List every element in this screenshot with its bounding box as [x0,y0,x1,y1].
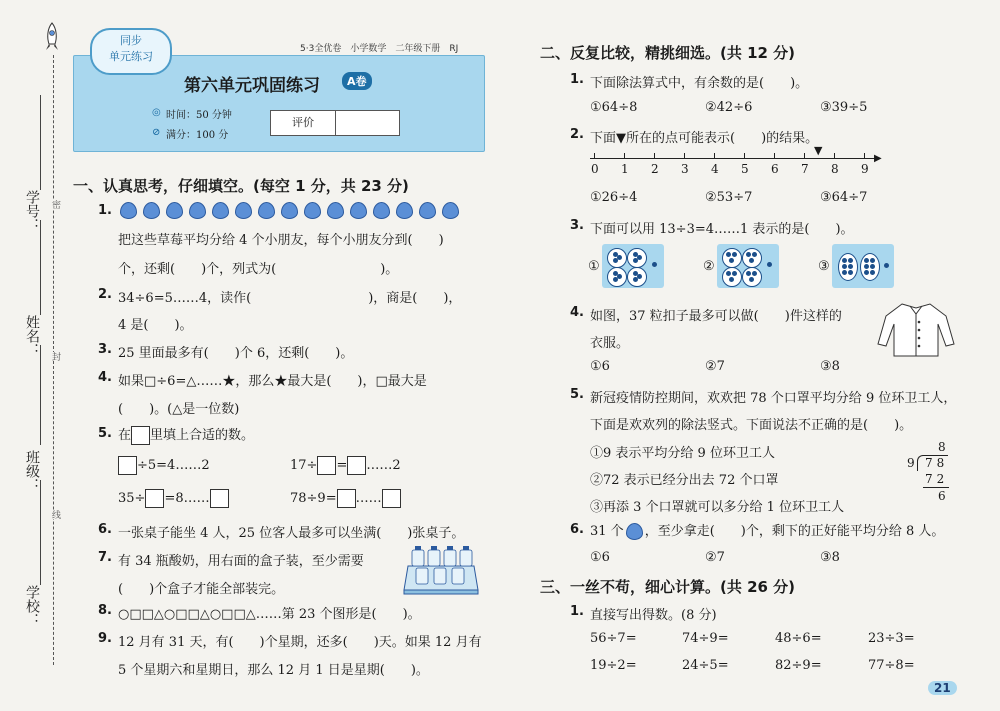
answer-box[interactable] [317,456,336,475]
s2-q6-text [590,520,944,540]
strawberry-icon [166,202,183,219]
answer-box[interactable] [118,456,137,475]
strawberry-icon [212,202,229,219]
calc-r2c3[interactable]: 82÷9= [775,658,822,673]
seal-feng: 封 [50,352,60,361]
margin-line [40,345,41,445]
badge-line1: 同步 [120,34,142,47]
dot [729,277,734,282]
q9-number: 9. [98,631,112,646]
q5-text-a: 在 [118,428,132,443]
margin-label-banji: 班级： [24,450,40,492]
answer-box[interactable] [337,489,356,508]
strawberry-icon [304,202,321,219]
strawberry-icon [235,202,252,219]
calc-r2c2[interactable]: 24÷5= [682,658,729,673]
q3-number: 3. [98,342,112,357]
s2-q4-line2: 衣服。 [590,336,630,351]
title-badge: A卷 [342,72,372,90]
number-line-tick-label: 2 [651,162,659,176]
s3-q1-text: 直接写出得数。(8 分) [590,608,717,623]
seal-mi: 密 [50,200,60,209]
number-line-tick-label: 1 [621,162,629,176]
q5-eq2-c: ……2 [366,458,401,473]
strawberry-icon [281,202,298,219]
dot [884,263,889,268]
s2-q2-number: 2. [570,127,584,142]
dot [870,264,875,269]
number-line-tick [684,153,685,159]
dot [870,270,875,275]
div-product: 72 [925,472,949,486]
q5-eq2 [290,456,401,475]
sample-box [131,426,150,445]
s2-q3-text: 下面可以用 13÷3=4……1 表示的是( )。 [590,222,854,237]
dot [652,262,657,267]
number-line-tick-label: 7 [801,162,809,176]
s2-q1-opt2[interactable]: ②42÷6 [705,100,753,115]
div-dividend: 78 [925,456,949,470]
s2-q1-opt1[interactable]: ①64÷8 [590,100,638,115]
s2-q5-line1: 新冠疫情防控期间，欢欢把 78 个口罩平均分给 9 位环卫工人， [590,391,957,406]
dot [617,255,622,260]
s2-q2-text: 下面▼所在的点可能表示( )的结果。 [590,131,819,146]
s2-q2-opt2[interactable]: ②53÷7 [705,190,753,205]
q2-number: 2. [98,287,112,302]
q5-eq3-b: =8…… [164,491,210,506]
dot [729,258,734,263]
s2-q4-number: 4. [570,305,584,320]
dot [617,274,622,279]
calc-r2c1[interactable]: 19÷2= [590,658,637,673]
strawberry-icon [350,202,367,219]
s2-q2-opt1[interactable]: ①26÷4 [590,190,638,205]
dot [726,271,731,276]
margin-line [40,220,41,315]
dot [637,255,642,260]
q8-number: 8. [98,603,112,618]
time-limit: 时间：50 分钟 [166,110,232,121]
number-line-axis [590,158,880,159]
number-line-tick [864,153,865,159]
q7-line2: ( )个盒子才能全部装完。 [118,582,285,597]
margin-label-xuexiao: 学校： [24,585,40,627]
number-line-tick-label: 0 [591,162,599,176]
q4-line2: ( )。(△是一位数) [118,402,240,417]
strawberry-icon [442,202,459,219]
s2-q5-line2: 下面是欢欢列的除法竖式。下面说法不正确的是( )。 [590,418,913,433]
dot [870,258,875,263]
s2-q5-opt3[interactable]: ③再添 3 个口罩就可以多分给 1 位环卫工人 [590,500,845,515]
eval-box[interactable] [270,110,400,136]
q6-text: 一张桌子能坐 4 人，25 位客人最多可以坐满( )张桌子。 [118,526,465,541]
q1-line2: 个，还剩( )个，列式为( )。 [118,262,399,277]
section2-title: 二、反复比较，精挑细选。(共 12 分) [540,44,796,62]
book-info: 5·3全优卷 小学数学 二年级下册 RJ [300,44,459,54]
clock-icon: ◎ [152,107,161,118]
dot [726,252,731,257]
strawberry-icon [189,202,206,219]
calc-r1c3[interactable]: 48÷6= [775,631,822,646]
dot [732,271,737,276]
strawberry-icon [373,202,390,219]
strawberry-icon [626,523,643,540]
q2-line1: 34÷6=5……4，读作( )，商是( )， [118,291,462,306]
s2-q6-number: 6. [570,522,584,537]
q5-eq3-a: 35÷ [118,491,146,506]
number-line-tick-label: 5 [741,162,749,176]
calc-r2c4[interactable]: 77÷8= [868,658,915,673]
seal-xian: 线 [50,510,60,519]
s2-q5-opt2[interactable]: ②72 表示已经分出去 72 个口罩 [590,473,779,488]
unit-badge [90,28,172,75]
page-title: 第六单元巩固练习 [184,76,320,96]
dot [637,274,642,279]
q4-number: 4. [98,370,112,385]
q5-eq2-b: = [336,458,348,473]
dots-card-2 [717,244,779,288]
dot [864,258,869,263]
q2-line2: 4 是( )。 [118,318,193,333]
number-line-tick-label: 3 [681,162,689,176]
check-icon: ⊘ [152,127,161,138]
q8-text: ○□□△○□□△○□□△……第 23 个图形是( )。 [118,607,421,622]
section1-title: 一、认真思考，仔细填空。(每空 1 分，共 23 分) [73,177,409,195]
dot [842,258,847,263]
number-line-tick-label: 4 [711,162,719,176]
dot [746,252,751,257]
q5-text-b: 里填上合适的数。 [150,428,255,443]
number-line-marker: ▼ [814,144,823,157]
q6-number: 6. [98,522,112,537]
dot [732,252,737,257]
q5-instruction [118,424,254,445]
div-quotient: 8 [938,440,946,454]
q5-eq3 [118,489,229,508]
rocket-icon [44,22,60,52]
calc-r1c2[interactable]: 74÷9= [682,631,729,646]
dot [749,277,754,282]
div-divisor: 9 [907,456,915,470]
margin-line [40,480,41,585]
q5-eq4-a: 78÷9= [290,491,337,506]
q5-number: 5. [98,426,112,441]
number-line-tick-label: 6 [771,162,779,176]
s2-q1-number: 1. [570,72,584,87]
strawberry-row [120,202,465,219]
yogurt-box-image [402,540,480,596]
dot [767,262,772,267]
dots-card-3 [832,244,894,288]
q1-number: 1. [98,203,112,218]
margin-label-xingming: 姓名： [24,315,40,357]
s2-q6-a: 31 个 [590,524,624,539]
number-line-tick [654,153,655,159]
dot [864,264,869,269]
dot [746,271,751,276]
dot [848,258,853,263]
s2-q4-opt2[interactable]: ②7 [705,359,725,374]
q4-line1: 如果□÷6=△……★，那么★最大是( )，□最大是 [118,374,427,389]
dot [749,258,754,263]
dot [842,264,847,269]
s3-q1-number: 1. [570,604,584,619]
q3-text: 25 里面最多有( )个 6，还剩( )。 [118,346,354,361]
eval-label: 评价 [271,111,336,135]
s2-q4-opt3[interactable]: ③8 [820,359,840,374]
dots-card-1 [602,244,664,288]
s2-q6-opt2[interactable]: ②7 [705,550,725,565]
number-line [590,144,885,180]
s2-q3-number: 3. [570,218,584,233]
number-line-tick-label: 8 [831,162,839,176]
calc-r1c4[interactable]: 23÷3= [868,631,915,646]
shirt-image [876,300,956,358]
strawberry-icon [258,202,275,219]
number-line-tick-label: 9 [861,162,869,176]
answer-box[interactable] [210,489,229,508]
q5-eq2-a: 17÷ [290,458,318,473]
strawberry-icon [396,202,413,219]
margin-line [40,95,41,190]
s2-q4-line1: 如图，37 粒扣子最多可以做( )件这样的 [590,309,842,324]
number-line-tick [714,153,715,159]
s2-q1-opt3[interactable]: ③39÷5 [820,100,868,115]
q7-line1: 有 34 瓶酸奶，用右面的盒子装，至少需要 [118,554,364,569]
number-line-tick [594,153,595,159]
s2-q6-b: ，至少拿走( )个，剩下的正好能平均分给 8 人。 [644,524,945,539]
number-line-tick [834,153,835,159]
dot [752,252,757,257]
s2-q1-text: 下面除法算式中，有余数的是( )。 [590,76,809,91]
margin-label-xuehao: 学号： [24,190,40,232]
s2-q6-opt3[interactable]: ③8 [820,550,840,565]
s2-q5-number: 5. [570,387,584,402]
s2-q4-opt1[interactable]: ①6 [590,359,610,374]
strawberry-icon [120,202,137,219]
strawberry-icon [143,202,160,219]
q9-line1: 12 月有 31 天，有( )个星期，还多( )天。如果 12 月有 [118,635,482,650]
long-division [905,440,955,506]
calc-r1c1[interactable]: 56÷7= [590,631,637,646]
q7-number: 7. [98,550,112,565]
dot [842,270,847,275]
number-line-tick [774,153,775,159]
q5-eq4 [290,489,401,508]
s2-q3-opt1[interactable]: ① [588,259,600,274]
s2-q3-opt2[interactable]: ② [703,259,715,274]
number-line-tick [804,153,805,159]
div-remainder: 6 [938,489,946,503]
dot [848,270,853,275]
dot [864,270,869,275]
q5-eq1-text: ÷5=4……2 [137,458,210,473]
answer-box[interactable] [347,456,366,475]
badge-line2: 单元练习 [109,50,153,63]
dot [752,271,757,276]
q5-eq4-b: …… [355,491,382,506]
s2-q2-opt3[interactable]: ③64÷7 [820,190,868,205]
s2-q5-opt1[interactable]: ①9 表示平均分给 9 位环卫工人 [590,446,775,461]
q5-eq1 [118,456,210,475]
dot [848,264,853,269]
strawberry-icon [419,202,436,219]
full-score: 满分：100 分 [166,130,229,141]
section3-title: 三、一丝不苟，细心计算。(共 26 分) [540,578,796,596]
q1-line1: 把这些草莓平均分给 4 个小朋友，每个小朋友分到( ) [118,233,444,248]
strawberry-icon [327,202,344,219]
number-line-arrow: ▶ [874,153,882,164]
answer-box[interactable] [382,489,401,508]
answer-box[interactable] [145,489,164,508]
s2-q6-opt1[interactable]: ①6 [590,550,610,565]
s2-q3-opt3[interactable]: ③ [818,259,830,274]
div-rule [923,487,949,488]
q9-line2: 5 个星期六和星期日，那么 12 月 1 日是星期( )。 [118,663,429,678]
number-line-tick [624,153,625,159]
number-line-tick [744,153,745,159]
page-number: 21 [928,681,957,695]
